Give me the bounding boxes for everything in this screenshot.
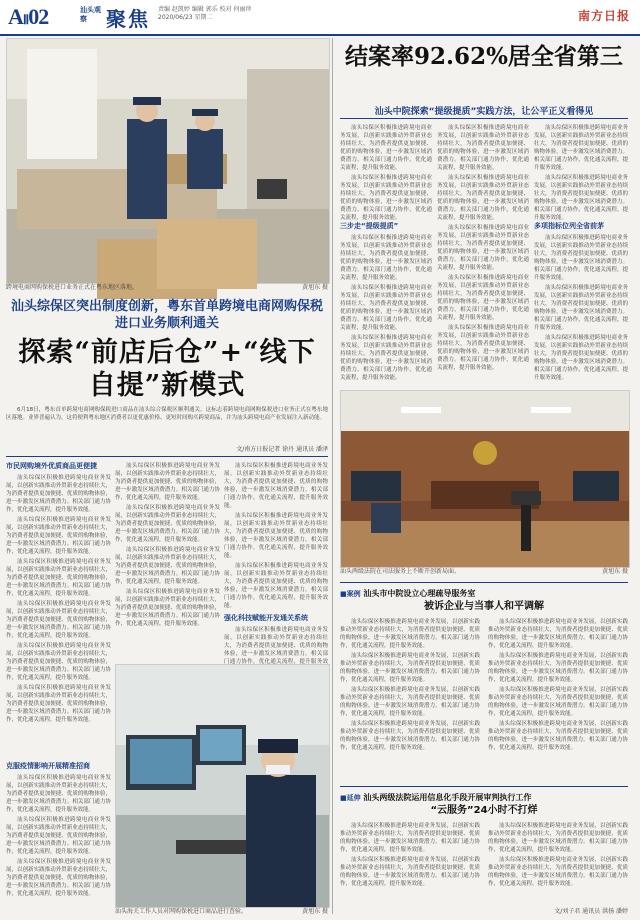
right-body-col1a: 汕头综保区积极推进跨境电商业务发展，以创新实践推动外贸新业态持续壮大，为消费者提供更加便捷、优质的购物体验，进一步激发区域消费潜力。相关部门通力协作，优化通关流程，提升服务效能。 汕头综保区积极推进跨境电商业务发展，以创新实践推动外贸新业态持续壮大，为消费者提供更加便捷、优质的购物体验，进一步激发区域消费潜力。相关部门通力协作，优化通关流程，提升服务效能。 <box>340 125 432 221</box>
right-subhead-2: 多项指标位列全省前茅 <box>534 222 604 230</box>
case1-body-col2: 汕头综保区积极推进跨境电商业务发展，以创新实践推动外贸新业态持续壮大，为消费者提供更加便捷、优质的购物体验，进一步激发区域消费潜力。相关部门通力协作，优化通关流程，提升服务效能。 汕头综保区积极推进跨境电商业务发展，以创新实践推动外贸新业态持续壮大，为消费者提供更加便捷、优质的购物体验，进一步激发区域消费潜力。相关部门通力协作，优化通关流程，提升服务效能。 汕头综保区积极推进跨境电商业务发展，以创新实践推动外贸新业态持续壮大，为消费者提供更加便捷、优质的购物体验，进一步激发区域消费潜力。相关部门通力协作，优化通关流程，提升服务效能。 汕头综保区积极推进跨境电商业务发展，以创新实践推动外贸新业态持续壮大，为消费者提供更加便捷、优质的购物体验，进一步激发区域消费潜力。相关部门通力协作，优化通关流程，提升服务效能。 <box>488 619 628 751</box>
right-body-col1b: 汕头综保区积极推进跨境电商业务发展，以创新实践推动外贸新业态持续壮大，为消费者提供更加便捷、优质的购物体验，进一步激发区域消费潜力。相关部门通力协作，优化通关流程，提升服务效能。 汕头综保区积极推进跨境电商业务发展，以创新实践推动外贸新业态持续壮大，为消费者提供更加便捷、优质的购物体验，进一步激发区域消费潜力。相关部门通力协作，优化通关流程，提升服务效能。 汕头综保区积极推进跨境电商业务发展，以创新实践推动外贸新业态持续壮大，为消费者提供更加便捷、优质的购物体验，进一步激发区域消费潜力。相关部门通力协作，优化通关流程，提升服务效能。 <box>340 235 432 381</box>
divider <box>6 456 328 457</box>
photo1-credit: 黄旭东 摄 <box>302 284 328 291</box>
section-title: 聚焦 <box>106 7 150 31</box>
case2-kicker-row <box>340 792 628 803</box>
right-body-col3a: 汕头综保区积极推进跨境电商业务发展，以创新实践推动外贸新业态持续壮大，为消费者提供更加便捷、优质的购物体验，进一步激发区域消费潜力。相关部门通力协作，优化通关流程，提升服务效能。 汕头综保区积极推进跨境电商业务发展，以创新实践推动外贸新业态持续壮大，为消费者提供更加便捷、优质的购物体验，进一步激发区域消费潜力。相关部门通力协作，优化通关流程，提升服务效能。 <box>534 125 628 221</box>
right-footer-byline: 文/刘子君 通讯员 洪扬 潘婷 <box>554 908 628 915</box>
photo-customs-officer <box>115 664 330 908</box>
left-body-col3b: 汕头综保区积极推进跨境电商业务发展，以创新实践推动外贸新业态持续壮大，为消费者提供更加便捷、优质的购物体验，进一步激发区域消费潜力。相关部门通力协作，优化通关流程，提升服务效 <box>224 627 328 665</box>
masthead-meta: 责编 赵凯婷 编辑 郭乐 校对 何丽珍 2020/06/23 星期二 <box>158 6 252 21</box>
left-byline: 文/南方日报记者 徐丹 通讯员 潘泽 <box>236 446 328 453</box>
left-body-col3: 汕头综保区积极推进跨境电商业务发展，以创新实践推动外贸新业态持续壮大，为消费者提供更加便捷、优质的购物体验，进一步激发区域消费潜力。相关部门通力协作，优化通关流程，提升服务效能。 汕头综保区积极推进跨境电商业务发展，以创新实践推动外贸新业态持续壮大，为消费者提供更加便捷、优质的购物体验，进一步激发区域消费潜力。相关部门通力协作，优化通关流程，提升服务效能。 汕头综保区积极推进跨境电商业务发展，以创新实践推动外贸新业态持续壮大，为消费者提供更加便捷、优质的购物体验，进一步激发区域消费潜力。相关部门通力协作，优化通关流程，提升服务效能。 <box>224 463 328 609</box>
photo-warehouse-inspection <box>6 38 330 284</box>
case2-kicker: 汕头两级法院运用信息化手段开展审判执行工作 <box>363 793 532 802</box>
case2-label: ■延伸 <box>340 794 361 802</box>
photo3-credit: 黄旭东 摄 <box>602 568 628 575</box>
photo3-caption: 汕头两级法院在司法服务上不断开创新局面。 <box>340 568 461 575</box>
case1-kicker-row <box>340 588 628 599</box>
photo2-caption: 汕头海关工作人员对网购保税进口商品进行查验。 <box>115 908 248 915</box>
divider <box>340 786 628 787</box>
divider <box>340 118 628 119</box>
photo-courtroom <box>340 390 630 568</box>
case2-body-col1: 汕头综保区积极推进跨境电商业务发展，以创新实践推动外贸新业态持续壮大，为消费者提供更加便捷、优质的购物体验，进一步激发区域消费潜力。相关部门通力协作，优化通关流程，提升服务效能。 汕头综保区积极推进跨境电商业务发展，以创新实践推动外贸新业态持续壮大，为消费者提供更加便捷、优质的购物体验，进一步激发区域消费潜力。相关部门通力协作，优化通关流程，提升服务效能。 <box>340 823 480 887</box>
case1-kicker: 汕头市中院设立心理疏导服务室 <box>363 589 476 598</box>
right-body-col3b: 汕头综保区积极推进跨境电商业务发展，以创新实践推动外贸新业态持续壮大，为消费者提供更加便捷、优质的购物体验，进一步激发区域消费潜力。相关部门通力协作，优化通关流程，提升服务效能。 汕头综保区积极推进跨境电商业务发展，以创新实践推动外贸新业态持续壮大，为消费者提供更加便捷、优质的购物体验，进一步激发区域消费潜力。相关部门通力协作，优化通关流程，提升服务效能。 汕头综保区积极推进跨境电商业务发展，以创新实践推动外贸新业态持续壮大，为消费者提供更加便捷、优质的购物体验，进一步激发区域消费潜力。相关部门通力协作，优化通关流程，提升服务效能。 <box>534 235 628 381</box>
right-body-col2: 汕头综保区积极推进跨境电商业务发展，以创新实践推动外贸新业态持续壮大，为消费者提供更加便捷、优质的购物体验，进一步激发区域消费潜力。相关部门通力协作，优化通关流程，提升服务效能。 汕头综保区积极推进跨境电商业务发展，以创新实践推动外贸新业态持续壮大，为消费者提供更加便捷、优质的购物体验，进一步激发区域消费潜力。相关部门通力协作，优化通关流程，提升服务效能。 汕头综保区积极推进跨境电商业务发展，以创新实践推动外贸新业态持续壮大，为消费者提供更加便捷、优质的购物体验，进一步激发区域消费潜力。相关部门通力协作，优化通关流程，提升服务效能。 汕头综保区积极推进跨境电商业务发展，以创新实践推动外贸新业态持续壮大，为消费者提供更加便捷、优质的购物体验，进一步激发区域消费潜力。相关部门通力协作，优化通关流程，提升服务效能。 汕头综保区积极推进跨境电商业务发展，以创新实践推动外贸新业态持续壮大，为消费者提供更加便捷、优质的购物体验，进一步激发区域消费潜力。相关部门通力协作，优化通关流程，提升服务效能。 <box>437 125 529 371</box>
section-small: 汕头观察 <box>80 6 101 23</box>
masthead <box>0 0 640 36</box>
right-subhead-1: 三步走“提级提质” <box>340 222 399 230</box>
column-separator <box>332 38 333 914</box>
case1-label: ■案例 <box>340 590 361 598</box>
newspaper-logo: 南方日报 <box>578 9 631 23</box>
case1-body-col1: 汕头综保区积极推进跨境电商业务发展，以创新实践推动外贸新业态持续壮大，为消费者提供更加便捷、优质的购物体验，进一步激发区域消费潜力。相关部门通力协作，优化通关流程，提升服务效能。 汕头综保区积极推进跨境电商业务发展，以创新实践推动外贸新业态持续壮大，为消费者提供更加便捷、优质的购物体验，进一步激发区域消费潜力。相关部门通力协作，优化通关流程，提升服务效能。 汕头综保区积极推进跨境电商业务发展，以创新实践推动外贸新业态持续壮大，为消费者提供更加便捷、优质的购物体验，进一步激发区域消费潜力。相关部门通力协作，优化通关流程，提升服务效能。 汕头综保区积极推进跨境电商业务发展，以创新实践推动外贸新业态持续壮大，为消费者提供更加便捷、优质的购物体验，进一步激发区域消费潜力。相关部门通力协作，优化通关流程，提升服务效能。 <box>340 619 480 751</box>
case1-title: 被诉企业与当事人和平调解 <box>424 601 544 612</box>
case2-title: “云服务”24小时不打烊 <box>430 805 538 816</box>
warehouse-scene-image <box>7 39 329 283</box>
right-headline: 结案率92.62%居全省第三 <box>345 43 623 70</box>
left-subhead-1: 市民网购境外优质商品更便捷 <box>6 462 97 470</box>
left-body-col2: 汕头综保区积极推进跨境电商业务发展，以创新实践推动外贸新业态持续壮大，为消费者提供更加便捷、优质的购物体验，进一步激发区域消费潜力。相关部门通力协作，优化通关流程，提升服务效能。 汕头综保区积极推进跨境电商业务发展，以创新实践推动外贸新业态持续壮大，为消费者提供更加便捷、优质的购物体验，进一步激发区域消费潜力。相关部门通力协作，优化通关流程，提升服务效能。 汕头综保区积极推进跨境电商业务发展，以创新实践推动外贸新业态持续壮大，为消费者提供更加便捷、优质的购物体验，进一步激发区域消费潜力。相关部门通力协作，优化通关流程，提升服务效能。 汕头综保区积极推进跨境电商业务发展，以创新实践推动外贸新业态持续壮大，为消费者提供更加便捷、优质的购物体验，进一步激发区域消费潜力。相关部门通力协作，优化通关流程，提升服务效能。 <box>115 463 220 627</box>
left-headline: 探索“前店后仓”+“线下自提”新模式 <box>18 337 316 401</box>
left-body-col1: 汕头综保区积极推进跨境电商业务发展，以创新实践推动外贸新业态持续壮大，为消费者提供更加便捷、优质的购物体验，进一步激发区域消费潜力。相关部门通力协作，优化通关流程，提升服务效能。 汕头综保区积极推进跨境电商业务发展，以创新实践推动外贸新业态持续壮大，为消费者提供更加便捷、优质的购物体验，进一步激发区域消费潜力。相关部门通力协作，优化通关流程，提升服务效能。 汕头综保区积极推进跨境电商业务发展，以创新实践推动外贸新业态持续壮大，为消费者提供更加便捷、优质的购物体验，进一步激发区域消费潜力。相关部门通力协作，优化通关流程，提升服务效能。 汕头综保区积极推进跨境电商业务发展，以创新实践推动外贸新业态持续壮大，为消费者提供更加便捷、优质的购物体验，进一步激发区域消费潜力。相关部门通力协作，优化通关流程，提升服务效能。 汕头综保区积极推进跨境电商业务发展，以创新实践推动外贸新业态持续壮大，为消费者提供更加便捷、优质的购物体验，进一步激发区域消费潜力。相关部门通力协作，优化通关流程，提升服务效能。 汕头综保区积极推进跨境电商业务发展，以创新实践推动外贸新业态持续壮大，为消费者提供更加便捷、优质的购物体验，进一步激发区域消费潜力。相关部门通力协作，优化通关流程，提升服务效能。 <box>6 475 111 723</box>
right-subhead: 汕头中院探索“提级提质”实践方法，让公平正义看得见 <box>374 107 594 117</box>
left-kicker: 汕头综保区突出制度创新，粤东首单跨境电商网购保税进口业务顺利通关 <box>10 299 323 331</box>
left-body-col1b: 汕头综保区积极推进跨境电商业务发展，以创新实践推动外贸新业态持续壮大，为消费者提供更加便捷、优质的购物体验，进一步激发区域消费潜力。相关部门通力协作，优化通关流程，提升服务效能。 汕头综保区积极推进跨境电商业务发展，以创新实践推动外贸新业态持续壮大，为消费者提供更加便捷、优质的购物体验，进一步激发区域消费潜力。相关部门通力协作，优化通关流程，提升服务效能。 汕头综保区积极推进跨境电商业务发展，以创新实践推动外贸新业态持续壮大，为消费者提供更加便捷、优质的购物体验，进一步激发区域消费潜力。相关部门通力协作，优化通关流程，提升服务效能。 <box>6 775 111 897</box>
case2-body-col2: 汕头综保区积极推进跨境电商业务发展，以创新实践推动外贸新业态持续壮大，为消费者提供更加便捷、优质的购物体验，进一步激发区域消费潜力。相关部门通力协作，优化通关流程，提升服务效能。 汕头综保区积极推进跨境电商业务发展，以创新实践推动外贸新业态持续壮大，为消费者提供更加便捷、优质的购物体验，进一步激发区域消费潜力。相关部门通力协作，优化通关流程，提升服务效能。 <box>488 823 628 887</box>
left-subhead-3: 克服疫情影响开展精准招商 <box>6 762 90 770</box>
customs-officer-image <box>116 665 329 907</box>
left-lead: 6月18日，粤东首单跨境电商网购保税进口商品在汕头综合保税区顺利通关，这标志着跨境电商网购保税进口业务正式在粤东地区落地。业界普遍认为，这将便利粤东地区消费者以更优惠价格、更短时间购买跨境商品，并为汕头跨境电商产业发展注入新动能。 <box>6 407 328 421</box>
photo2-credit: 黄旭东 摄 <box>302 908 328 915</box>
photo1-caption: 跨境电商网购保税进口业务正式在粤东地区落地。 <box>6 284 139 291</box>
courtroom-image <box>341 391 629 567</box>
divider <box>340 582 628 583</box>
left-subhead-2: 强化科技赋能开发通关系统 <box>224 614 308 622</box>
page-number: AⅡ02 <box>8 4 49 29</box>
